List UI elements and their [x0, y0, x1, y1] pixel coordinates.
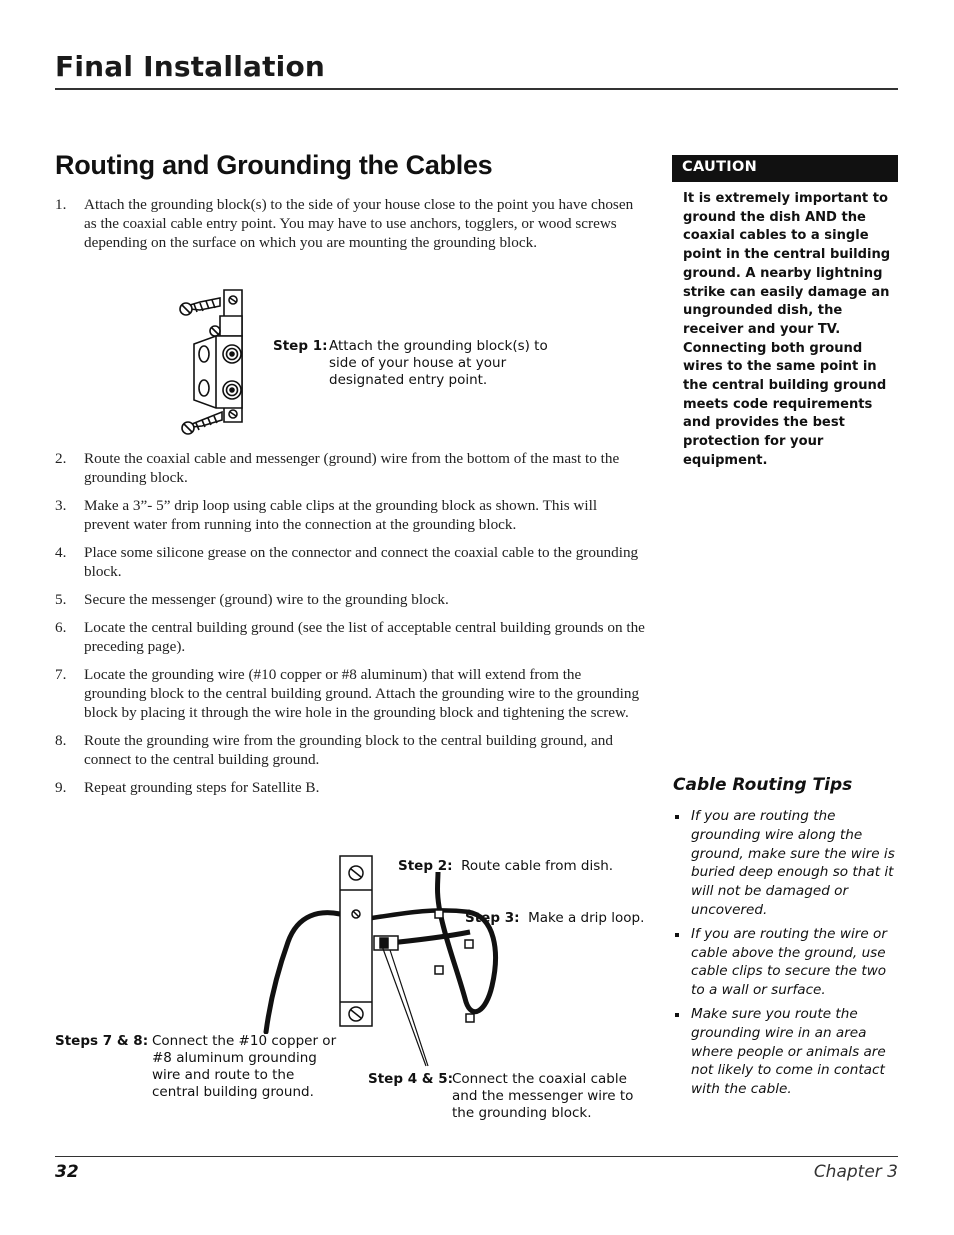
tip-text: If you are routing the wire or cable above the ground, use cable clips to secure the two to a wall or surface.: [691, 925, 887, 999]
step-text: Place some silicone grease on the connector and connect the coaxial cable to the grounding block.: [84, 544, 639, 580]
step-text: Repeat grounding steps for Satellite B.: [84, 779, 320, 796]
instruction-list-part-1: [55, 195, 645, 261]
tips-title: Cable Routing Tips: [673, 775, 853, 795]
tip-item: [673, 925, 899, 1000]
instruction-step: [55, 543, 645, 581]
step2-label: Step 2:: [398, 858, 453, 874]
step2-callout: [398, 858, 658, 875]
tip-text: If you are routing the grounding wire along the ground, make sure the wire is buried deep enough so that it will not be damaged or uncovered.: [691, 808, 895, 918]
step45-text: Connect the coaxial cable and the messenger wire to the grounding block.: [452, 1071, 634, 1121]
instruction-step: [55, 778, 645, 797]
tip-item: [673, 1005, 899, 1099]
step-number: 9.: [55, 779, 67, 796]
step-number: 3.: [55, 497, 67, 514]
instruction-step: [55, 731, 645, 769]
instruction-step: [55, 195, 645, 252]
footer-divider: [55, 1156, 898, 1157]
step-text: Locate the grounding wire (#10 copper or #8 aluminum) that will extend from the grounding block to the central building ground. Attach the grounding wire to the grounding block by placing it through the wire hole in the grounding block and tightening the screw.: [84, 666, 640, 721]
step3-label: Step 3:: [465, 910, 520, 926]
chapter-label: Chapter 3: [813, 1162, 898, 1182]
bullet-icon: [675, 933, 679, 937]
step78-callout: [55, 1033, 340, 1101]
step3-callout: [465, 910, 665, 927]
page-header-title: Final Installation: [55, 50, 326, 83]
figure1-caption-text: Attach the grounding block(s) to side of your house at your designated entry point.: [329, 338, 548, 388]
step3-text: Make a drip loop.: [528, 910, 645, 926]
tip-text: Make sure you route the grounding wire in an area where people or animals are not likely to come in contact with the cable.: [691, 1005, 886, 1098]
step-text: Route the grounding wire from the grounding block to the central building ground, and connect to the central building ground.: [84, 732, 613, 768]
step-number: 7.: [55, 666, 67, 683]
figure1-step-label: Step 1:: [273, 338, 328, 354]
instruction-step: [55, 665, 645, 722]
header-divider: [55, 88, 898, 90]
step-number: 5.: [55, 591, 67, 608]
grounding-block-illustration: [178, 286, 254, 438]
instruction-step: [55, 618, 645, 656]
step45-label: Step 4 & 5:: [368, 1071, 454, 1087]
page-number: 32: [55, 1162, 79, 1182]
caution-label: CAUTION: [682, 159, 758, 175]
step-text: Locate the central building ground (see the list of acceptable central building grounds on the preceding page).: [84, 619, 645, 655]
caution-text: It is extremely important to ground the dish AND the coaxial cables to a single point in the central building ground. A nearby lightning strike can easily damage an ungrounded dish, the receiver and your TV. Connecting both ground wires to the same point in the central building ground meets code requirements and provides the best protection for your equipment.: [683, 191, 891, 468]
step-number: 8.: [55, 732, 67, 749]
step2-text: Route cable from dish.: [461, 858, 614, 874]
figure1-caption: [273, 338, 563, 389]
instruction-step: [55, 496, 645, 534]
step78-label: Steps 7 & 8:: [55, 1033, 149, 1049]
section-title: Routing and Grounding the Cables: [55, 150, 493, 180]
step45-callout: [368, 1071, 638, 1122]
bullet-icon: [675, 1013, 679, 1017]
step-text: Route the coaxial cable and messenger (ground) wire from the bottom of the mast to the grounding block.: [84, 450, 620, 486]
instruction-list-part-2: [55, 449, 645, 806]
instruction-step: [55, 449, 645, 487]
step-number: 1.: [55, 196, 67, 213]
instruction-step: [55, 590, 645, 609]
step-text: Secure the messenger (ground) wire to the grounding block.: [84, 591, 449, 608]
step-text: Attach the grounding block(s) to the side of your house close to the point you have chosen as the coaxial cable entry point. You may have to use anchors, togglers, or wood screws depending on the surface on which you are mounting the grounding block.: [84, 196, 634, 251]
caution-banner: [672, 155, 898, 182]
step78-text: Connect the #10 copper or #8 aluminum grounding wire and route to the central building ground.: [152, 1033, 337, 1100]
step-number: 6.: [55, 619, 67, 636]
bullet-icon: [675, 815, 679, 819]
step-number: 4.: [55, 544, 67, 561]
step-text: Make a 3”- 5” drip loop using cable clips at the grounding block as shown. This will prevent water from running into the connection at the grounding block.: [84, 497, 598, 533]
tips-list: [673, 807, 899, 1104]
step-number: 2.: [55, 450, 67, 467]
callout-leader-lines: [378, 940, 438, 1070]
tip-item: [673, 807, 899, 920]
